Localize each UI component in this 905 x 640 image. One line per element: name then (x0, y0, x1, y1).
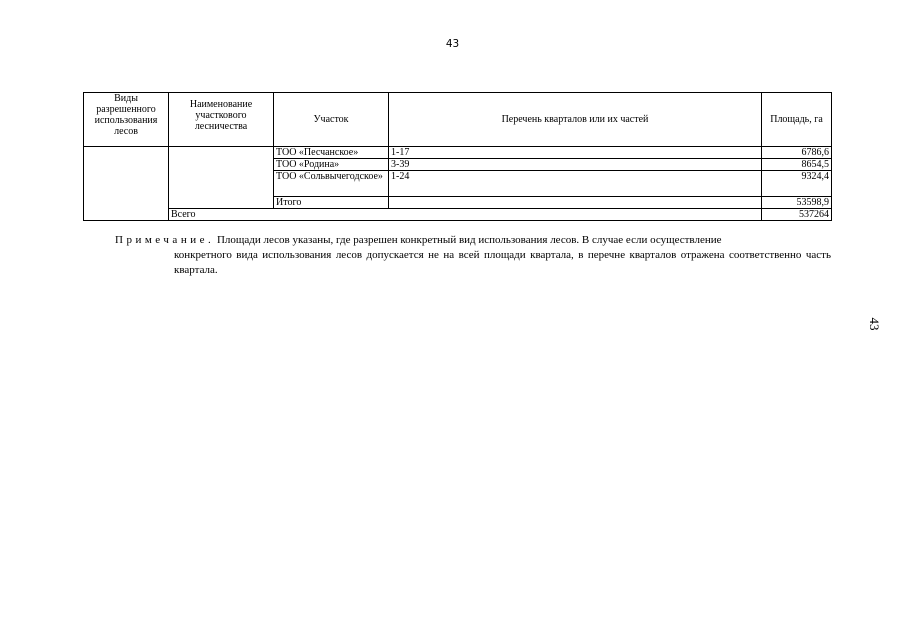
plot-cell: ТОО «Родина» (274, 159, 389, 171)
total-area: 537264 (762, 209, 832, 221)
header-area: Площадь, га (762, 93, 832, 147)
subtotal-quarters-cell (389, 197, 762, 209)
table-header-row (84, 93, 832, 147)
subtotal-area: 53598,9 (762, 197, 832, 209)
page-number-side: 43 (867, 317, 882, 331)
header-forestry: Наименование участкового лесничества (169, 93, 274, 147)
plot-cell: ТОО «Сольвычегодское» (274, 171, 389, 197)
table-row (84, 147, 832, 159)
plot-cell: ТОО «Песчанское» (274, 147, 389, 159)
note-label: Примечание. (115, 234, 215, 246)
table-note (115, 233, 831, 278)
quarters-cell: 1-17 (389, 147, 762, 159)
note-rest: конкретного вида использования лесов допускается не на всей площади квартала, в перечне кварталов отражена соответственно часть квартала. (174, 249, 831, 276)
note-line-1: Площади лесов указаны, где разрешен конкретный вид использования лесов. В случае если осуществление (216, 234, 722, 246)
header-plot: Участок (274, 93, 389, 147)
area-cell: 9324,4 (762, 171, 832, 197)
area-cell: 6786,6 (762, 147, 832, 159)
forestry-cell (169, 147, 274, 209)
area-cell: 8654,5 (762, 159, 832, 171)
use-type-cell (84, 147, 169, 221)
quarters-cell: 1-24 (389, 171, 762, 197)
total-label: Всего (169, 209, 762, 221)
forest-use-table (83, 92, 832, 221)
subtotal-label: Итого (274, 197, 389, 209)
total-row (84, 209, 832, 221)
page-number-top: 43 (445, 38, 460, 50)
quarters-cell: 3-39 (389, 159, 762, 171)
header-use-type: Виды разрешенного использования лесов (84, 93, 169, 147)
header-quarters: Перечень кварталов или их частей (389, 93, 762, 147)
